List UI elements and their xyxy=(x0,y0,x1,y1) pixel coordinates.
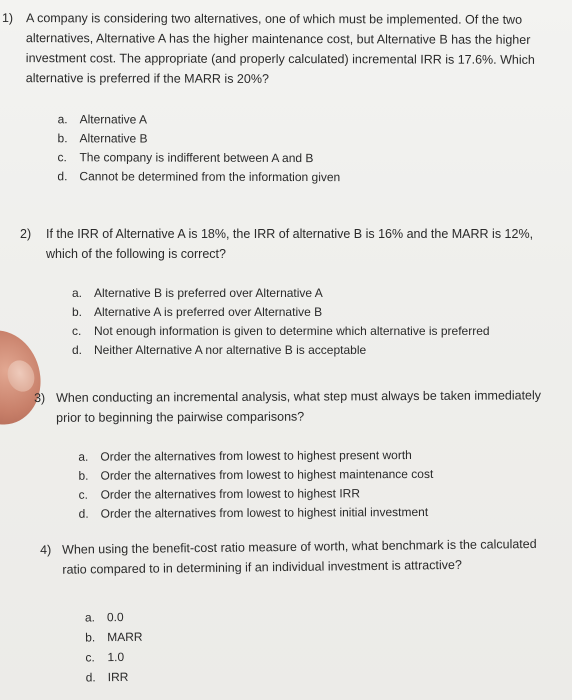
option-letter: a. xyxy=(72,286,83,300)
option-letter: a. xyxy=(57,112,68,127)
question-number: 4) xyxy=(40,542,52,557)
option-text: Alternative B xyxy=(79,131,148,146)
option-letter: d. xyxy=(78,506,89,521)
question-stem: When conducting an incremental analysis, what step must always be taken immediately prior to beginning the pairwise comparisons? xyxy=(56,388,542,425)
option-letter: c. xyxy=(57,150,67,165)
option-text: Alternative B is preferred over Alternative A xyxy=(94,286,323,300)
option-text: Order the alternatives from lowest to highest maintenance cost xyxy=(100,466,434,483)
option-a[interactable] xyxy=(72,284,572,303)
option-text: Not enough information is given to determine which alternative is preferred xyxy=(94,324,490,338)
option-text: The company is indifferent between A and B xyxy=(79,150,314,166)
option-letter: a. xyxy=(78,449,89,464)
option-text: Neither Alternative A nor alternative B is acceptable xyxy=(94,343,367,357)
option-c[interactable] xyxy=(57,148,572,169)
option-list xyxy=(85,601,572,687)
question-stem: When using the benefit-cost ratio measure of worth, what benchmark is the calculated ratio compared to in determining if an individual investment is attractive? xyxy=(62,536,537,577)
question-number: 3) xyxy=(34,390,46,405)
question-number: 1) xyxy=(1,11,14,26)
option-b[interactable] xyxy=(78,464,572,486)
option-text: IRR xyxy=(107,669,129,685)
option-list xyxy=(78,445,572,524)
option-b[interactable] xyxy=(58,129,572,150)
question-4 xyxy=(40,534,552,688)
option-c[interactable] xyxy=(72,322,572,341)
option-d[interactable] xyxy=(79,502,572,524)
option-text: Cannot be determined from the information given xyxy=(79,169,341,185)
option-a[interactable] xyxy=(58,110,572,131)
option-letter: d. xyxy=(72,343,83,357)
option-letter: c. xyxy=(72,324,82,338)
option-text: Order the alternatives from lowest to highest IRR xyxy=(100,486,361,502)
option-letter: b. xyxy=(57,131,68,146)
option-letter: d. xyxy=(85,670,96,685)
option-list xyxy=(72,284,572,360)
question-2 xyxy=(20,224,560,360)
question-stem: A company is considering two alternatives, one of which must be implemented. Of the two alternatives, Alternative A has the higher maintenance cost, but Alternative B has the higher investment cost. The appropriate (and properly calculated) incremental IRR is 17.6%. Which alternative is preferred if the MARR is 20%? xyxy=(25,11,535,86)
option-letter: d. xyxy=(57,169,68,184)
question-1 xyxy=(0,8,560,188)
option-text: 1.0 xyxy=(107,649,125,665)
option-letter: c. xyxy=(78,487,88,502)
option-letter: b. xyxy=(72,305,83,319)
question-number: 2) xyxy=(20,227,32,241)
option-text: Order the alternatives from lowest to highest initial investment xyxy=(100,504,429,521)
option-letter: c. xyxy=(85,650,95,665)
option-b[interactable] xyxy=(72,303,572,322)
option-text: 0.0 xyxy=(106,609,124,625)
option-list xyxy=(57,110,572,188)
option-letter: b. xyxy=(85,630,96,645)
option-c[interactable] xyxy=(79,483,572,505)
option-d[interactable] xyxy=(72,341,572,360)
option-text: Order the alternatives from lowest to highest present worth xyxy=(100,448,412,464)
option-d[interactable] xyxy=(57,167,572,188)
option-letter: b. xyxy=(78,468,89,483)
question-stem: If the IRR of Alternative A is 18%, the IRR of alternative B is 16% and the MARR is 12%, which of the following is correct? xyxy=(46,227,534,261)
question-3 xyxy=(34,385,555,524)
option-text: MARR xyxy=(107,629,143,645)
option-a[interactable] xyxy=(78,445,572,467)
option-letter: a. xyxy=(84,610,96,625)
option-text: Alternative A xyxy=(79,112,148,127)
option-text: Alternative A is preferred over Alternative B xyxy=(94,305,323,319)
